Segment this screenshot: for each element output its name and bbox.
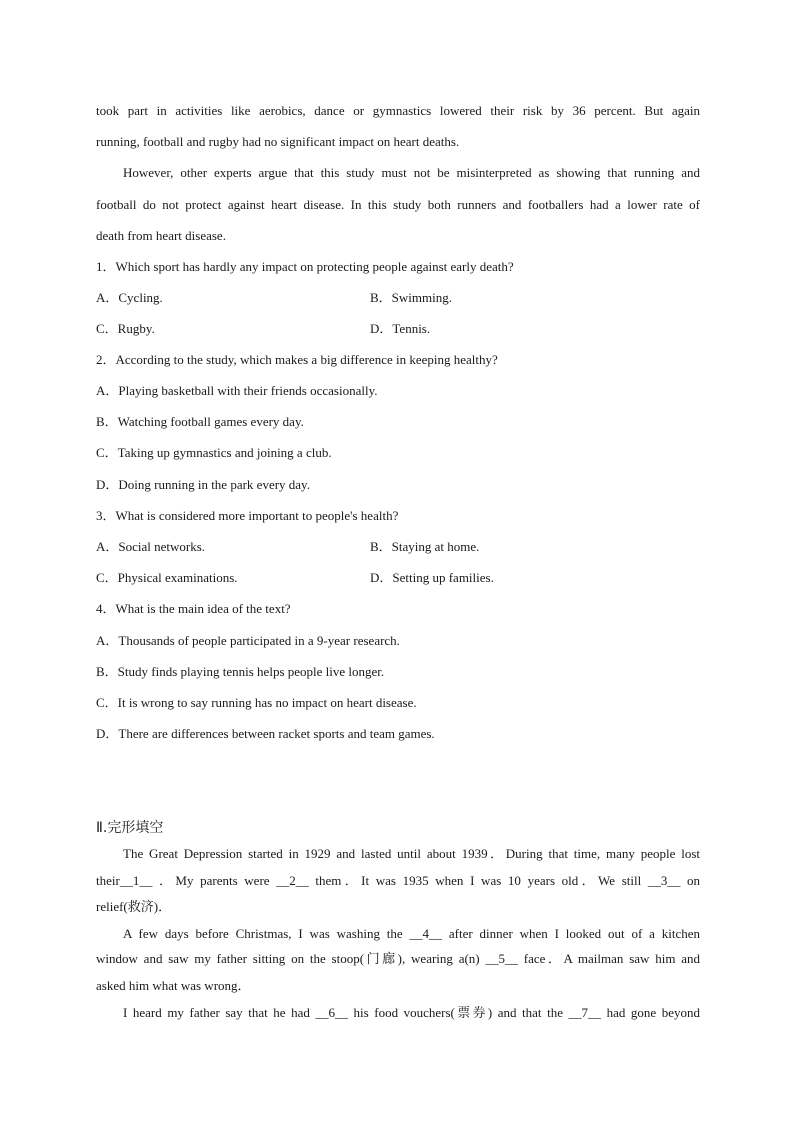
option-d[interactable]: D．Setting up families.	[370, 570, 494, 585]
cloze-line	[96, 950, 700, 968]
option-a[interactable]: A．Thousands of people participated in a 9-year research.	[96, 633, 400, 648]
option-b[interactable]: B．Study finds playing tennis helps people live longer.	[96, 664, 385, 679]
cloze-text: ．My parents were	[158, 873, 270, 888]
passage-line: took part in activities like aerobics, dance or gymnastics lowered their risk by 36 percent. But again	[96, 103, 700, 118]
option-a[interactable]: A．Playing basketball with their friends occasionally.	[96, 383, 378, 398]
passage-line: However, other experts argue that this study must not be misinterpreted as showing that running and	[123, 165, 700, 180]
question-stem: 2．According to the study, which makes a big difference in keeping healthy?	[96, 352, 498, 367]
cloze-blank-7[interactable]: __7__	[568, 1005, 602, 1020]
option-b[interactable]: B．Swimming.	[370, 290, 452, 305]
cloze-line: The Great Depression started in 1929 and lasted until about 1939．During that time, many people lost	[123, 846, 700, 861]
question-stem: 3．What is considered more important to people's health?	[96, 508, 399, 523]
cloze-blank-5[interactable]: __5__	[485, 951, 518, 966]
passage-line: football do not protect against heart disease. In this study both runners and footballers had a lower rate of	[96, 197, 700, 212]
cloze-line: asked him what was wrong．	[96, 978, 251, 993]
section-title: Ⅱ.完形填空	[96, 820, 164, 836]
cloze-text: on	[687, 873, 701, 888]
cloze-line	[96, 925, 700, 943]
cloze-text: window and saw my father sitting on the stoop(门廊), wearing a(n)	[96, 951, 480, 966]
cloze-text: had gone beyond	[606, 1005, 701, 1020]
option-row	[96, 538, 700, 556]
cloze-line	[96, 1004, 700, 1022]
passage-line: death from heart disease.	[96, 228, 226, 243]
cloze-text: his food vouchers(票券) and that the	[353, 1005, 563, 1020]
option-row	[96, 289, 700, 307]
question-stem: 1．Which sport has hardly any impact on protecting people against early death?	[96, 259, 514, 274]
option-b[interactable]: B．Watching football games every day.	[96, 414, 304, 429]
cloze-blank-4[interactable]: __4__	[409, 926, 443, 941]
cloze-blank-2[interactable]: __2__	[276, 873, 309, 888]
cloze-text: after dinner when I looked out of a kitchen	[448, 926, 701, 941]
option-a[interactable]: A．Cycling.	[96, 290, 163, 305]
option-c[interactable]: C．Rugby.	[96, 321, 155, 336]
option-d[interactable]: D．Tennis.	[370, 321, 431, 336]
option-d[interactable]: D．There are differences between racket sports and team games.	[96, 726, 435, 741]
cloze-text: them．It was 1935 when I was 10 years old．We still	[315, 873, 642, 888]
passage-line: running, football and rugby had no significant impact on heart deaths.	[96, 134, 460, 149]
option-row	[96, 320, 700, 338]
cloze-blank-3[interactable]: __3__	[647, 873, 681, 888]
option-a[interactable]: A．Social networks.	[96, 539, 206, 554]
option-row	[96, 569, 700, 587]
cloze-text: I heard my father say that he had	[123, 1005, 310, 1020]
cloze-line	[96, 872, 700, 890]
cloze-text: face．A mailman saw him and	[523, 951, 701, 966]
cloze-text: their	[96, 873, 120, 888]
option-c[interactable]: C．Taking up gymnastics and joining a club.	[96, 445, 332, 460]
option-b[interactable]: B．Staying at home.	[370, 539, 480, 554]
option-c[interactable]: C．Physical examinations.	[96, 570, 238, 585]
question-stem: 4．What is the main idea of the text?	[96, 601, 291, 616]
cloze-line: relief(救济)．	[96, 899, 172, 914]
cloze-text: A few days before Christmas, I was washing the	[123, 926, 403, 941]
cloze-blank-6[interactable]: __6__	[315, 1005, 348, 1020]
option-d[interactable]: D．Doing running in the park every day.	[96, 477, 310, 492]
cloze-blank-1[interactable]: __1__	[119, 873, 153, 888]
option-c[interactable]: C．It is wrong to say running has no impact on heart disease.	[96, 695, 417, 710]
